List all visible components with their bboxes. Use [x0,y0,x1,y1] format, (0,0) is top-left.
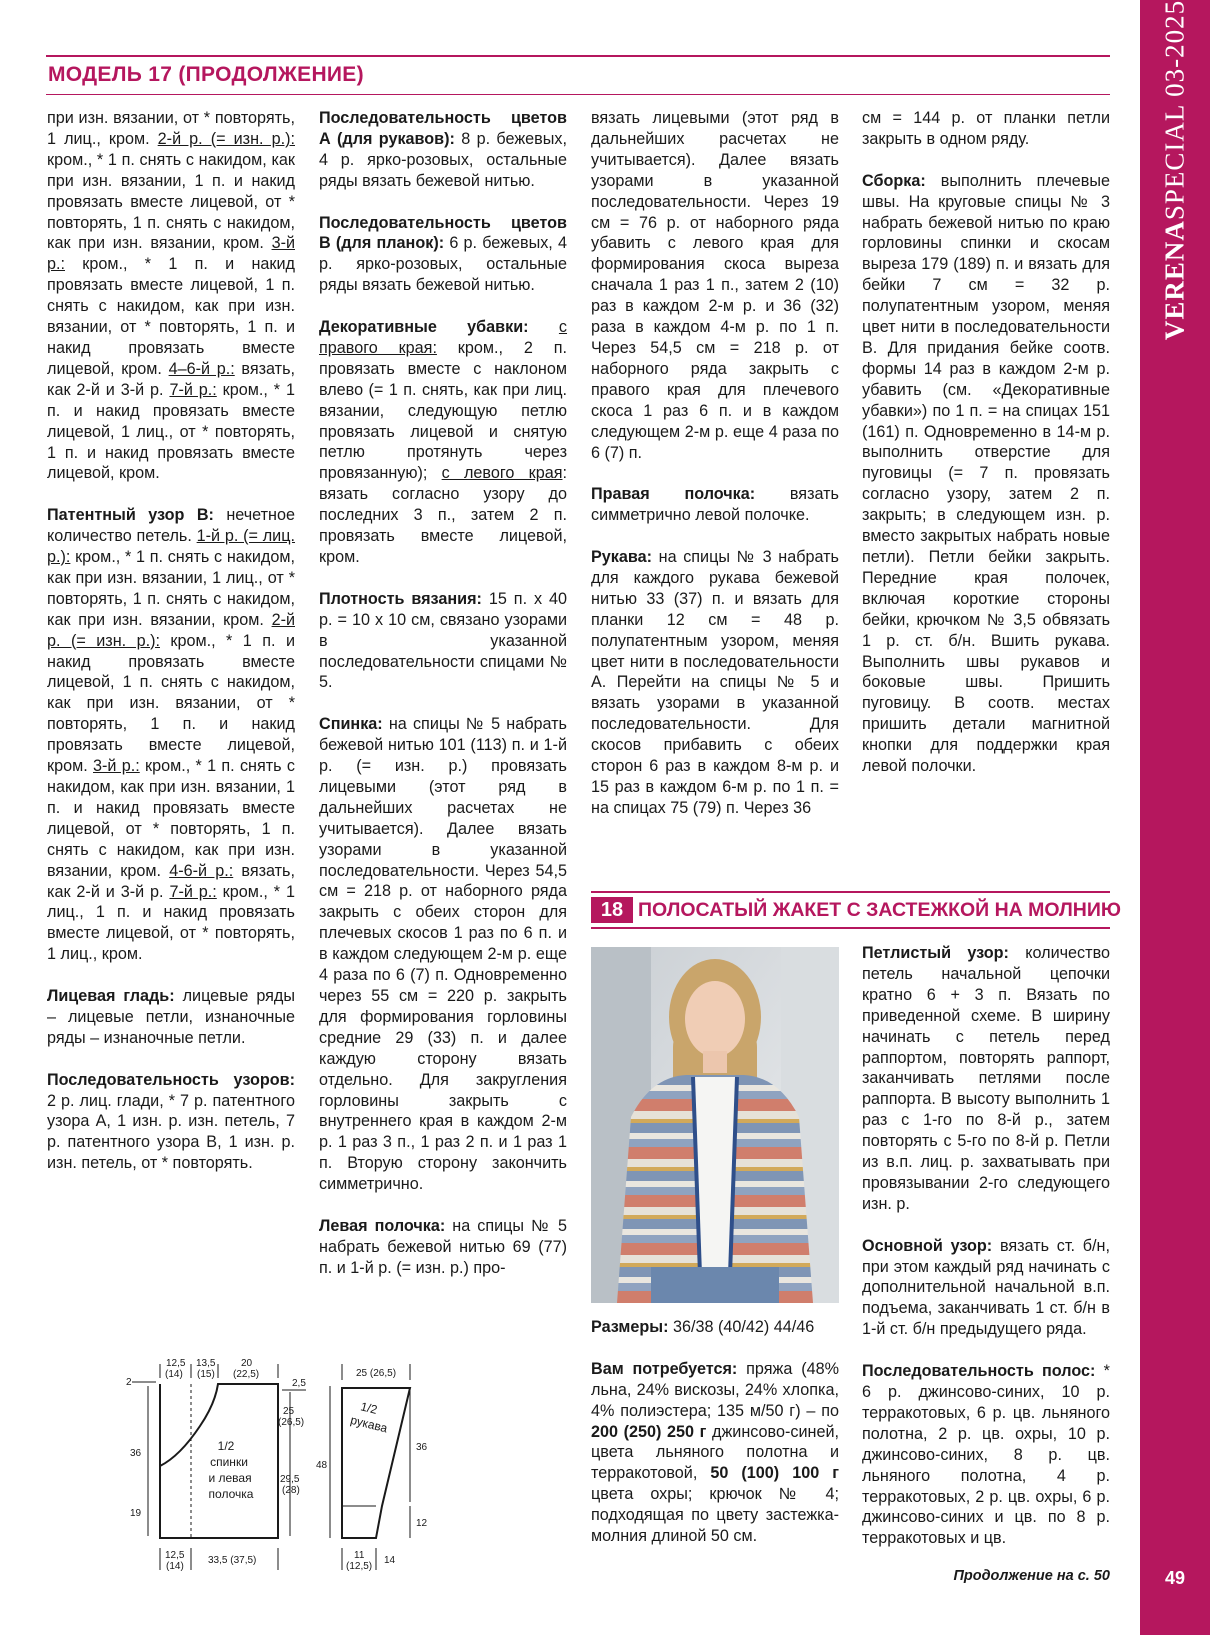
dim-top-3: 20 [241,1358,253,1369]
dim-r295: 29,5 [280,1474,300,1485]
text-column-3 [591,108,839,840]
dim-h36: 36 [130,1448,142,1459]
paragraph: Декоративные убавки: с правого края: кром., 2 п. провязать вместе с наклоном влево (= 1 п. снять, как при лиц. вязании, следующую петлю провязать лицевой и снятую петлю протянуть через провязанную); с левого края: вязать согласно узору до последних 3 п., затем 2 п. провязать вместе лицевой, кром. [319,318,568,566]
body-label-1: 1/2 [217,1439,235,1453]
paragraph: при изн. вязании, от * повторять, 1 лиц., кром. 2-й р. (= изн. р.): кром., * 1 п. снять с накидом, как при изн. вязании, 1 п. и накид провязать вместе лицевой, от * повторять, 1 п. снять с накидом, как при изн. вязании, кром. 3-й р.: кром., * 1 п. и накид провязать вместе лицевой, 1 п. снять с накидом, как при изн. вязании, от * повторять, 1 п. и накид провязать вместе лицевой, кром. 4–6-й р.: вязать, как 2-й и 3-й р. 7-й р.: кром., * 1 п. и накид провязать вместе лицевой, 1 лиц., от * повторять, 1 п. и накид провязать вместе лицевой, кром. [47,109,296,483]
jacket-illustration [591,947,839,1303]
dim-bot-2: 33,5 (37,5) [208,1555,257,1566]
header-rule [46,94,1110,95]
dim-sleeve-h48: 48 [316,1460,328,1471]
text-column-2 [319,108,567,1300]
dim-sleeve-bot-1: 11 [354,1550,365,1561]
model-18-header [591,891,1121,929]
dim-top-1: 12,5 [166,1358,186,1369]
section-title: МОДЕЛЬ 17 (ПРОДОЛЖЕНИЕ) [48,63,364,86]
body-label-4: полочка [208,1487,254,1501]
top-rule [46,55,1110,57]
dim-sleeve-h12: 12 [416,1518,428,1529]
pattern-schematic [120,1356,490,1596]
text-column-1 [47,108,295,1195]
paragraph: Петлистый узор: количество петель начальной цепочки кратно 6 + 3 п. Вязать по приведенной схеме. В ширину начинать с петель перед раппортом, повторять раппорт, заканчивать петлями после раппорта. В высоту выполнить 1 раз с 1-го по 8-й р., затем повторять с 5-го по 8-й р. Петли из в.п. лиц. р. захватывать при провязывании 2-го следующего изн. р. [862,944,1110,1213]
model-18-materials [591,1317,839,1568]
model-photo [591,947,839,1303]
sleeve-label-1: 1/2 [359,1399,379,1417]
body-label-2: спинки [210,1455,248,1469]
paragraph: Спинка: на спицы № 5 набрать бежевой нитью 101 (113) п. и 1-й р. (= изн. р.) провязать лицевыми (этот ряд в дальнейших расчетах не учитывается). Далее вязать узорами в указанной последовательности. Через 54,5 см = 218 р. от наборного ряда закрыть с обеих сторон для плечевых скосов 1 раз по 6 п. и в каждом следующем 2-м р. еще 4 раза по 6 (7) п. Одновременно через 55 см = 220 р. закрыть для формирования горловины средние 29 (33) п. и далее каждую сторону вязать отдельно. Для закругления горловины закрыть с внутреннего края в каждом 2-м р. 1 раз 3 п., 1 раз 2 п. и 1 раз 1 п. Вторую сторону закончить симметрично. [319,715,567,1194]
paragraph: Последовательность цветов А (для рукавов): 8 р. бежевых, 4 р. ярко-розовых, остальные ряды вязать бежевой нитью. [319,109,567,190]
dim-top-2: 13,5 [196,1358,216,1369]
paragraph: Патентный узор В: нечетное количество петель. 1-й р. (= лиц. р.): кром., * 1 п. снять с накидом, как при изн. вязании, 1 лиц., от * повторять, 1 п. снять с накидом, как при изн. вязании, кром. 2-й р. (= изн. р.): кром., * 1 п. и накид провязать вместе лицевой, 1 п. снять с накидом, как при изн. вязании, от * повторять, 1 п. и накид провязать вместе лицевой, кром. 3-й р.: кром., * 1 п. снять с накидом, как при изн. вязании, 1 п. и накид провязать вместе лицевой, от * повторять, 1 п. снять с накидом, как при изн. вязании, кром. 4-6-й р.: вязать, как 2-й и 3-й р. 7-й р.: кром., * 1 лиц., 1 п. и накид провязать вместе лицевой, от * повторять, 1 лиц., кром. [47,506,295,964]
model-title: ПОЛОСАТЫЙ ЖАКЕТ С ЗАСТЕЖКОЙ НА МОЛНИЮ [638,899,1121,921]
dim-right-mark: 2,5 [292,1378,306,1389]
paragraph: Вам потребуется: пряжа (48% льна, 24% вискозы, 24% хлопка, 4% полиэстера; 135 м/50 г) – по 200 (250) 250 г джинсово-синей, цвета льняного полотна и терракотовой, 50 (100) 100 г цвета охры; крючок № 4; подходящая по цвету застежка-молния длиной 50 см. [591,1359,839,1546]
paragraph: Правая полочка: вязать симметрично левой полочке. [591,485,839,525]
continued-note: Продолжение на с. 50 [953,1568,1110,1584]
paragraph: вязать лицевыми (этот ряд в дальнейших расчетах не учитывается). Далее вязать узорами в указанной последовательности. Через 19 см = 76 р. от наборного ряда убавить с левого края для формирования скоса выреза сначала 1 раз 1 п., затем 2 (10) раз в каждом 2-м р. и 36 (32) раза в каждом 4-м р. по 1 п. Через 54,5 см = 218 р. от наборного ряда закрыть с правого края для плечевого скоса 1 раз 6 п. и в каждом следующем 2-м р. еще 4 раза по 6 (7) п. [591,109,839,462]
dim-r25: 25 [283,1406,295,1417]
dim-top-2b: (15) [197,1369,215,1380]
sleeve-label-2: рукава [349,1412,389,1436]
dim-r25b: (26,5) [278,1417,305,1428]
dim-top-3b: (22,5) [233,1369,260,1380]
dim-bot-1: 12,5 [165,1550,185,1561]
magazine-brand: VERENASPECIAL 03-2025 [1159,0,1190,341]
dim-r295b: (28) [282,1485,300,1496]
dim-top-1b: (14) [165,1369,183,1380]
model-number-badge: 18 [591,897,633,923]
text-column-4 [862,108,1110,798]
dim-sleeve-top: 25 (26,5) [356,1368,397,1379]
body-label-3: и левая [208,1471,252,1485]
dim-left-mark: 2 [126,1377,132,1388]
page-number: 49 [1164,1568,1186,1588]
paragraph: Левая полочка: на спицы № 5 набрать бежевой нитью 69 (77) п. и 1-й р. (= изн. р.) про- [319,1216,567,1277]
dim-sleeve-bot-1b: (12,5) [346,1561,373,1572]
paragraph: см = 144 р. от планки петли закрыть в одном ряду. [862,109,1110,148]
dim-sleeve-bot-2: 14 [384,1555,396,1566]
paragraph: Основной узор: вязать ст. б/н, при этом каждый ряд начинать с дополнительной начальной в.п. подъема, заканчивать 1 ст. б/н в 1-й ст. б/н предыдущего ряда. [862,1236,1110,1339]
paragraph: Размеры: 36/38 (40/42) 44/46 [591,1318,815,1336]
paragraph: Последовательность цветов В (для планок): 6 р. бежевых, 4 р. ярко-розовых, остальные ряды вязать бежевой нитью. [319,213,567,295]
model-18-patterns [862,943,1110,1570]
dim-h19: 19 [130,1508,142,1519]
paragraph: Плотность вязания: 15 п. х 40 р. = 10 х 10 см, связано узорами в указанной последовательности спицами № 5. [319,589,567,692]
paragraph: Лицевая гладь: лицевые ряды – лицевые петли, изнаночные ряды – изнаночные петли. [47,987,295,1047]
dim-bot-1b: (14) [166,1561,184,1572]
paragraph: Рукава: на спицы № 3 набрать для каждого рукава бежевой нитью 33 (37) п. и вязать для планки 12 см = 48 р. полупатентным узором, меняя цвет нити в последовательности А. Перейти на спицы № 5 и вязать узорами в указанной последовательности. Для скосов прибавить с обеих сторон 6 раз в каждом 8-м р. и 15 раз в каждом 6-м р. по 1 п. = на спицах 75 (79) п. Через 36 [591,548,839,817]
paragraph: Сборка: выполнить плечевые швы. На круговые спицы № 3 набрать бежевой нитью по краю горловины спинки и скосам выреза 179 (189) п. и вязать для бейки 7 см = 32 р. полупатентным узором, меняя цвет нити в последовательности В. Для придания бейке соотв. формы 14 раз в каждом 2-м р. убавить (см. «Декоративные убавки») по 1 п. = на спицах 151 (161) п. Одновременно в 14-м р. выполнить отверстие для пуговицы (= 7 п. провязать согласно узору, затем 2 п. закрыть; в следующем изн. р. вместо закрытых набрать новые петли). Петли бейки закрыть. Передние края полочек, включая короткие стороны бейки, крючком № 3,5 обвязать 1 р. ст. б/н. Вшить рукава. Выполнить швы рукавов и боковые швы. Пришить пуговицу. В соотв. местах пришить детали магнитной кнопки для поддержки края левой полочки. [862,171,1110,776]
paragraph: Последовательность узоров: 2 р. лиц. глади, * 7 р. патентного узора А, 1 изн. р. изн. петель, 7 р. патентного узора В, 1 изн. р. изн. петель, от * повторять. [47,1070,295,1173]
dim-sleeve-h36: 36 [416,1442,428,1453]
paragraph: Последовательность полос: * 6 р. джинсово-синих, 10 р. терракотовых, 6 р. цв. льняного полотна, 2 р. цв. охры, 10 р. джинсово-синих, 8 р. цв. льняного полотна, 4 р. терракотовых, 2 р. цв. охры, 6 р. джинсово-синих и цв. по 8 р. терракотовых и цв. [862,1362,1110,1548]
